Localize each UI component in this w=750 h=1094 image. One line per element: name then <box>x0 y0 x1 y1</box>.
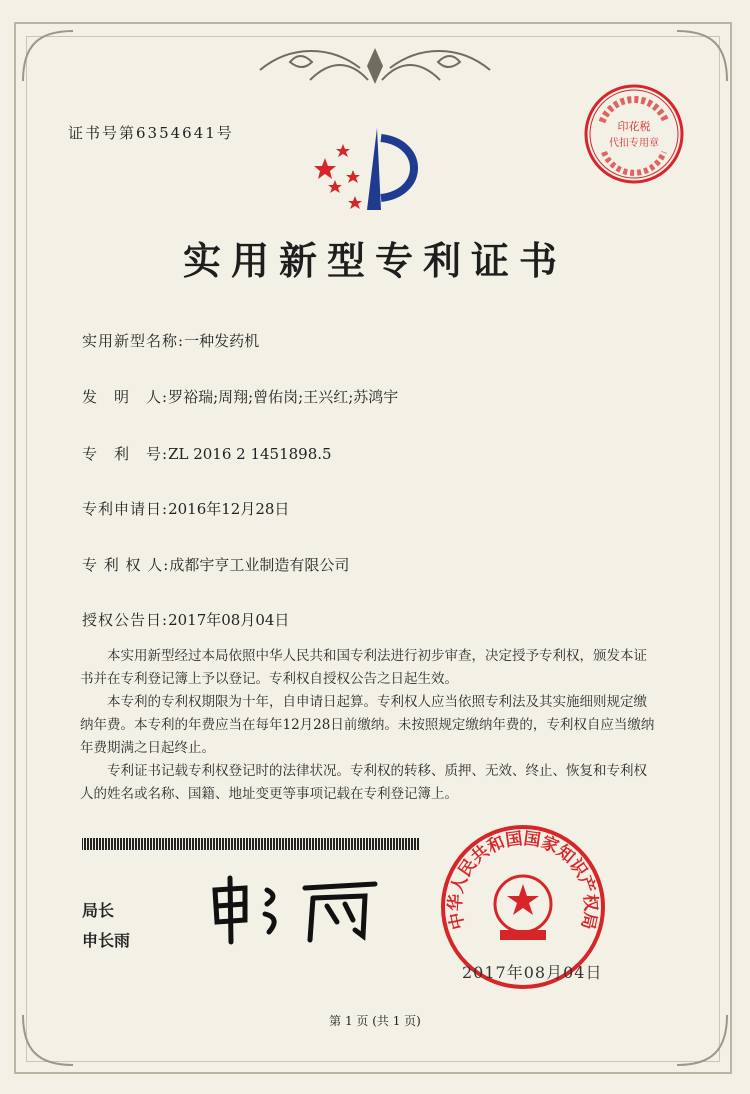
utility-model-name-row <box>82 330 259 351</box>
top-ornament-icon <box>250 40 500 88</box>
field-value: 一种发药机 <box>184 332 260 350</box>
field-label: 专 利 权 人: <box>82 556 170 574</box>
corner-ornament-icon <box>672 26 732 86</box>
field-label: 专利申请日: <box>82 500 169 518</box>
field-value: 2016年12月28日 <box>168 500 290 518</box>
field-value: ZL 2016 2 1451898.5 <box>168 445 332 463</box>
body-paragraph: 专利证书记载专利权登记时的法律状况。专利权的转移、质押、无效、终止、恢复和专利权人的姓名或名称、国籍、地址变更等事项记载在专利登记簿上。 <box>80 763 647 802</box>
barcode-icon <box>82 838 420 850</box>
sipo-logo-icon <box>305 118 435 218</box>
page-title: 实用新型专利证书 <box>182 238 567 283</box>
field-label: 实用新型名称: <box>82 332 185 350</box>
page-number: 第 1 页 (共 1 页) <box>329 1014 421 1028</box>
svg-text:中华人民共和国国家知识产权局 <box>445 829 602 932</box>
patentee-row <box>82 554 349 575</box>
director-name: 申长雨 <box>82 931 131 950</box>
director-title: 局长 <box>82 901 115 920</box>
filing-date-row <box>82 498 289 519</box>
body-paragraph: 本实用新型经过本局依照中华人民共和国专利法进行初步审查，决定授予专利权，颁发本证书并在专利登记簿上予以登记。专利权自授权公告之日起生效。 <box>80 648 647 687</box>
field-value: 罗裕瑞;周翔;曾佑岗;王兴红;苏鸿宇 <box>168 388 399 406</box>
certificate-number: 证书号第6354641号 <box>68 124 234 142</box>
corner-ornament-icon <box>18 26 78 86</box>
tax-stamp-icon <box>582 82 686 186</box>
patent-number-row <box>82 443 332 464</box>
body-paragraph: 本专利的专利权期限为十年，自申请日起算。专利权人应当依照专利法及其实施细则规定缴纳年费。本专利的年费应当在每年12月28日前缴纳。未按照规定缴纳年费的，专利权自应当缴纳年费期满之日起终止。 <box>80 694 655 756</box>
svg-text:代扣专用章: 代扣专用章 <box>609 138 659 149</box>
field-label: 专 利 号: <box>82 445 169 463</box>
field-label: 授权公告日: <box>82 611 169 629</box>
certificate-body <box>80 645 660 806</box>
field-label: 发 明 人: <box>82 388 169 406</box>
grant-date-row <box>82 609 289 630</box>
inventors-row <box>82 386 398 407</box>
field-value: 成都宇亨工业制造有限公司 <box>169 556 350 574</box>
svg-text:印花税: 印花税 <box>617 120 651 133</box>
director-signature-icon <box>205 870 385 950</box>
seal-date: 2017年08月04日 <box>462 963 603 982</box>
seal-text: 中华人民共和国国家知识产权局 <box>445 828 601 932</box>
field-value: 2017年08月04日 <box>168 611 290 629</box>
